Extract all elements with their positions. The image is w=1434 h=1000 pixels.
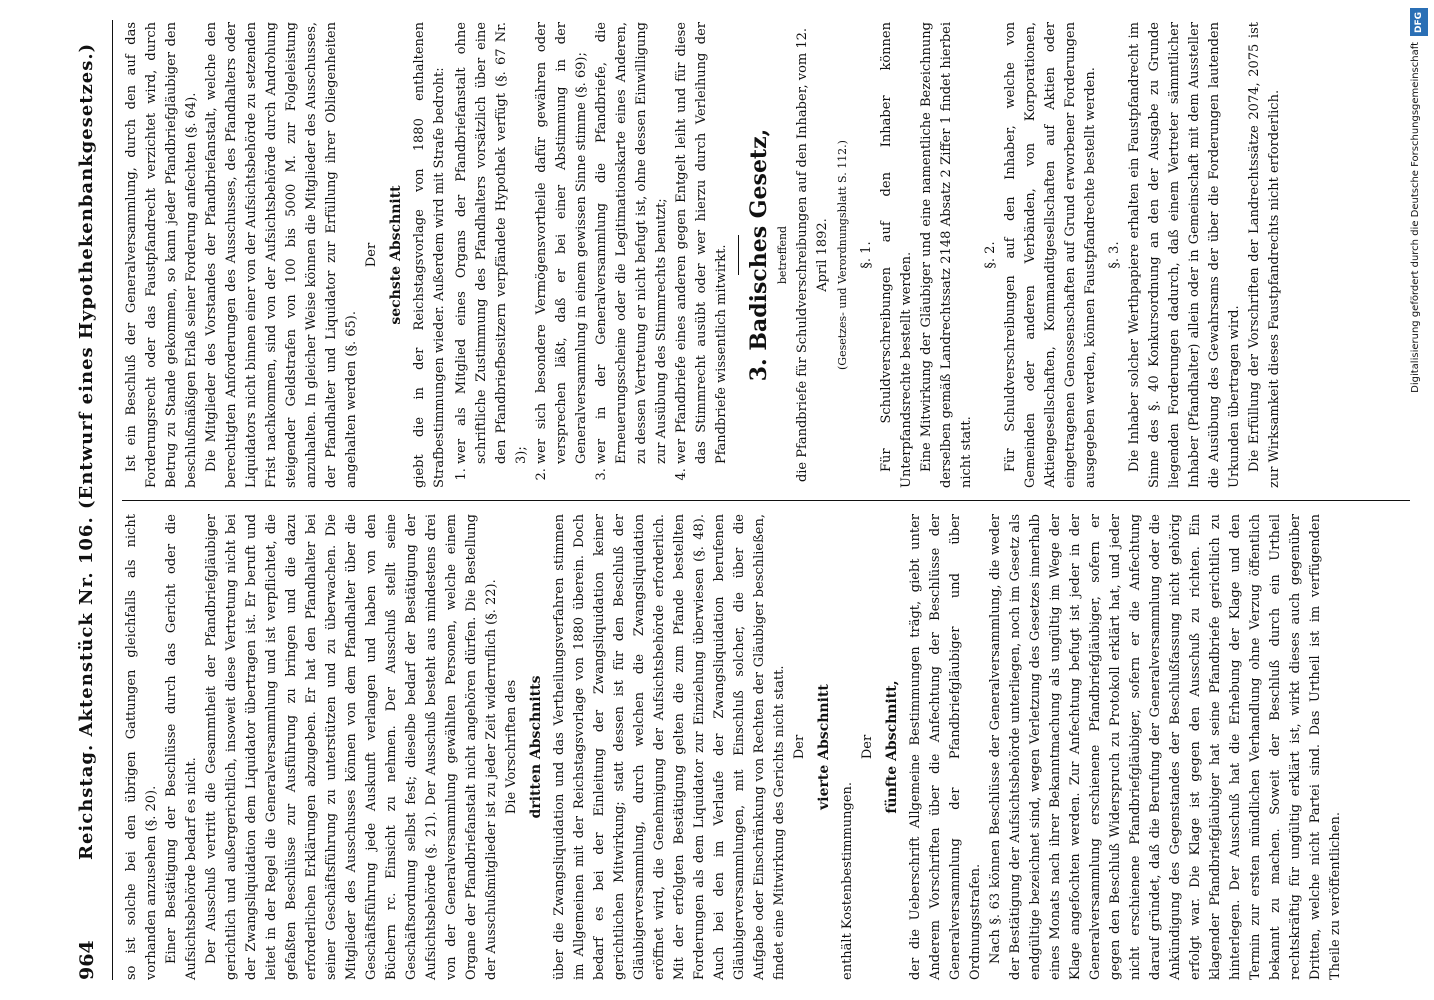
section-heading: dritten Abschnitts: [528, 675, 544, 819]
paragraph: Der: [364, 242, 379, 268]
page-header: [66, 20, 113, 980]
section-heading: sechste Abschnitt: [388, 185, 404, 325]
list-item: 2. wer sich besondere Vermögensvortheile dafür gewähren oder versprechen läßt, daß er bei einer Abstimmung in der Generalversammlung in einem gewissen Sinne stimme (§. 69);: [532, 22, 592, 464]
paragraph: giebt die in der Reichstagsvorlage von 1880 enthaltenen Strafbestimmungen wieder. Außerdem wird mit Strafe bedroht:: [412, 22, 447, 488]
paragraph: Ist ein Beschluß der Generalversammlung, durch den auf das Forderungsrecht oder das Faustpfandrecht verzichtet wird, durch Betrug zu Stande gekommen, so kann jeder Pfandbriefgläubiger den beschlußmäßigen Erlaß seiner Forderung anfechten (§. 64).: [124, 22, 199, 488]
paragraph: enthält Kostenbestimmungen.: [840, 781, 855, 980]
right-column: [122, 22, 1285, 488]
paragraph: Eine Mitwirkung der Gläubiger und eine namentliche Bezeichnung derselben gemäß Landrechtssatz 2148 Absatz 2 Ziffer 1 findet hierbei nicht statt.: [919, 22, 974, 488]
separator-rule: [738, 235, 739, 275]
paragraph: so ist solche bei den übrigen Gattungen gleichfalls als nicht vorhanden anzusehen (§. 20).: [124, 514, 159, 980]
page-title: Reichstag. Aktenstück Nr. 106. (Entwurf eines Hypothekenbankgesetzes.): [76, 42, 97, 860]
page-number: 964: [76, 940, 98, 980]
numbered-list: [452, 22, 732, 488]
paragraph: Für Schuldverschreibungen auf den Inhaber können Unterpfandsrechte bestellt werden.: [879, 22, 914, 488]
paragraph: Der Ausschuß vertritt die Gesammtheit der Pfandbriefgläubiger gerichtlich und außergerichtlich, insoweit diese Vertretung nicht bei der Zwangsliquidation dem Liquidator übertragen ist. Er beruft und leitet in der Regel die Generalversammlung und ist verpflichtet, die gefaßten Beschlüsse zur Ausführung zu bringen und die dazu erforderlichen Erklärungen abzugeben. Er hat den Pfandhalter bei seiner Geschäftsführung zu unterstützen und zu überwachen. Die Mitglieder des Ausschusses können von dem Pfandhalter über die Geschäftsführung jede Auskunft verlangen und haben von den Büchern rc. Einsicht zu nehmen. Der Ausschuß stellt seine Geschäftsordnung selbst fest; dieselbe bedarf der Bestätigung der Aufsichtsbehörde (§. 21). Der Ausschuß besteht aus mindestens drei von der Generalversammlung gewählten Personen, welche einem Organe der Pfandbriefanstalt nicht angehören dürfen. Die Bestellung der Ausschußmitglieder ist zu jeder Zeit widerruflich (§. 22).: [204, 514, 499, 980]
paragraph: der die Ueberschrift Allgemeine Bestimmungen trägt, giebt unter Anderem Vorschriften über die Anfechtung der Beschlüsse der Generalversammlung der Pfandbriefgläubiger und über Ordnungsstrafen.: [908, 514, 983, 980]
paragraph: Für Schuldverschreibungen auf den Inhaber, welche von Gemeinden oder anderen Verbänden, von Korporationen, Aktiengesellschaften, Kommanditgesellschaften auf Aktien oder eingetragenen Genossenschaften auf Grund erworbener Forderungen ausgegeben werden, können Faustpfandrechte bestellt werden.: [1003, 22, 1098, 488]
list-item: 4. wer Pfandbriefe eines anderen gegen Entgelt leiht und für diese das Stimmrecht ausübt oder wer hierzu durch Verleihung der Pfandbriefe wissentlich mitwirkt.: [672, 22, 732, 464]
paragraph: Nach §. 63 können Beschlüsse der Generalversammlung, die weder der Bestätigung der Aufsichtsbehörde unterliegen, noch im Gesetz als endgültige bezeichnet sind, wegen Verletzung des Gesetzes innerhalb eines Monats nach ihrer Bekanntmachung als ungültig im Wege der Klage angefochten werden. Zur Anfechtung befugt ist jeder in der Generalversammlung erschienene Pfandbriefgläubiger, sofern er gegen den Beschluß Widerspruch zu Protokoll erklärt hat, und jeder nicht erschienene Pfandbriefgläubiger, sofern er die Anfechtung darauf gründet, daß die Berufung der Generalversammlung oder die Ankündigung des Gegenstandes der Beschlußfassung nicht gehörig erfolgt war. Die Klage ist gegen den Ausschuß zu richten. Ein klagender Pfandbriefgläubiger hat seine Pfandbriefe gerichtlich zu hinterlegen. Der Ausschuß hat die Erhebung der Klage und den Termin zur ersten mündlichen Verhandlung ohne Verzug öffentlich bekannt zu machen. Soweit der Beschluß durch ein Urtheil rechtskräftig für ungültig erklärt ist, wirkt dieses auch gegenüber Dritten, welche nicht Partei sind. Das Urtheil ist im verfügenden Theile zu veröffentlichen.: [988, 514, 1343, 980]
section-number: §. 3.: [1107, 241, 1122, 269]
paragraph: Einer Bestätigung der Beschlüsse durch das Gericht oder die Aufsichtsbehörde bedarf es nicht.: [164, 514, 199, 980]
paragraph: Die Erfüllung der Vorschriften der Landrechtssätze 2074, 2075 ist zur Wirksamkeit dieses Faustpfandrechts nicht erforderlich.: [1247, 22, 1282, 488]
left-column: [122, 514, 1346, 980]
section-heading: fünfte Abschnitt,: [884, 680, 900, 814]
paragraph: Die Inhaber solcher Werthpapiere erhalten ein Faustpfandrecht im Sinne des §. 40 Konkursordnung an den der Ausgabe zu Grunde liegenden Forderungen dadurch, daß einem Vertreter sämmtlicher Inhaber (Pfandhalter) allein oder in Gemeinschaft mit dem Aussteller die Ausübung des Gewahrsams der über die Forderungen lautenden Urkunden übertragen wird.: [1127, 22, 1242, 488]
paragraph: Der: [860, 734, 875, 760]
document-page: [60, 0, 1420, 1000]
digitization-credit: Digitalisierung gefördert durch die Deutsche Forschungsgemeinschaft: [1410, 42, 1421, 393]
section-heading: vierte Abschnitt: [816, 684, 832, 810]
section-number: §. 2.: [983, 241, 998, 269]
paragraph: Der: [792, 734, 807, 760]
list-item: 1. wer als Mitglied eines Organs der Pfandbriefanstalt ohne schriftliche Zustimmung des Pfandhalters vorsätzlich über eine den Pfandbriefbesitzern verpfändete Hypothek verfügt (§. 67 Nr. 3);: [452, 22, 532, 464]
dfg-logo: DFG: [1410, 8, 1428, 36]
law-title: die Pfandbriefe für Schuldverschreibungen auf den Inhaber, vom 12. April 1892.: [795, 27, 830, 483]
law-heading: 3. Badisches Gesetz,: [746, 128, 772, 382]
section-number: §. 1.: [859, 241, 874, 269]
law-reference: (Gesetzes- und Verordnungsblatt S. 112.): [836, 140, 849, 370]
column-divider: [122, 500, 1410, 501]
paragraph: Die Vorschriften des: [504, 679, 519, 815]
law-betreffend: betreffend: [776, 225, 789, 285]
paragraph: über die Zwangsliquidation und das Vertheilungsverfahren stimmen im Allgemeinen mit der Reichstagsvorlage von 1880 überein. Doch bedarf es bei der Einleitung der Zwangsliquidation keiner gerichtlichen Mitwirkung; statt dessen ist für den Beschluß der Gläubigerversammlung, durch welchen die Zwangsliquidation eröffnet wird, die Genehmigung der Aufsichtsbehörde erforderlich. Mit der erfolgten Bestätigung gelten die zum Pfande bestellten Forderungen als dem Liquidator zur Einziehung überwiesen (§. 48). Auch bei den im Verlaufe der Zwangsliquidation berufenen Gläubigerversammlungen, mit Einschluß solcher, die über die Aufgabe oder Einschränkung von Rechten der Gläubiger beschließen, findet eine Mitwirkung des Gerichts nicht statt.: [552, 514, 787, 980]
list-item: 3. wer in der Generalversammlung die Pfandbriefe, die Erneuerungsscheine oder die Legitimationskarte eines Anderen, zu dessen Vertretung er nicht befugt ist, ohne dessen Einwilligung zur Ausübung des Stimmrechts benutzt;: [592, 22, 672, 464]
digitization-sidebar: [1408, 0, 1430, 1000]
paragraph: Die Mitglieder des Vorstandes der Pfandbriefanstalt, welche den berechtigten Anforderungen des Ausschusses, des Pfandhalters oder Liquidators nicht binnen einer von der Aufsichtsbehörde zu setzenden Frist nachkommen, sind von der Aufsichtsbehörde durch Androhung steigender Geldstrafen von 100 bis 5000 M. zur Folgeleistung anzuhalten. In gleicher Weise können die Mitglieder des Ausschusses, der Pfandhalter und Liquidator zur Erfüllung ihrer Obliegenheiten angehalten werden (§. 65).: [204, 22, 359, 488]
